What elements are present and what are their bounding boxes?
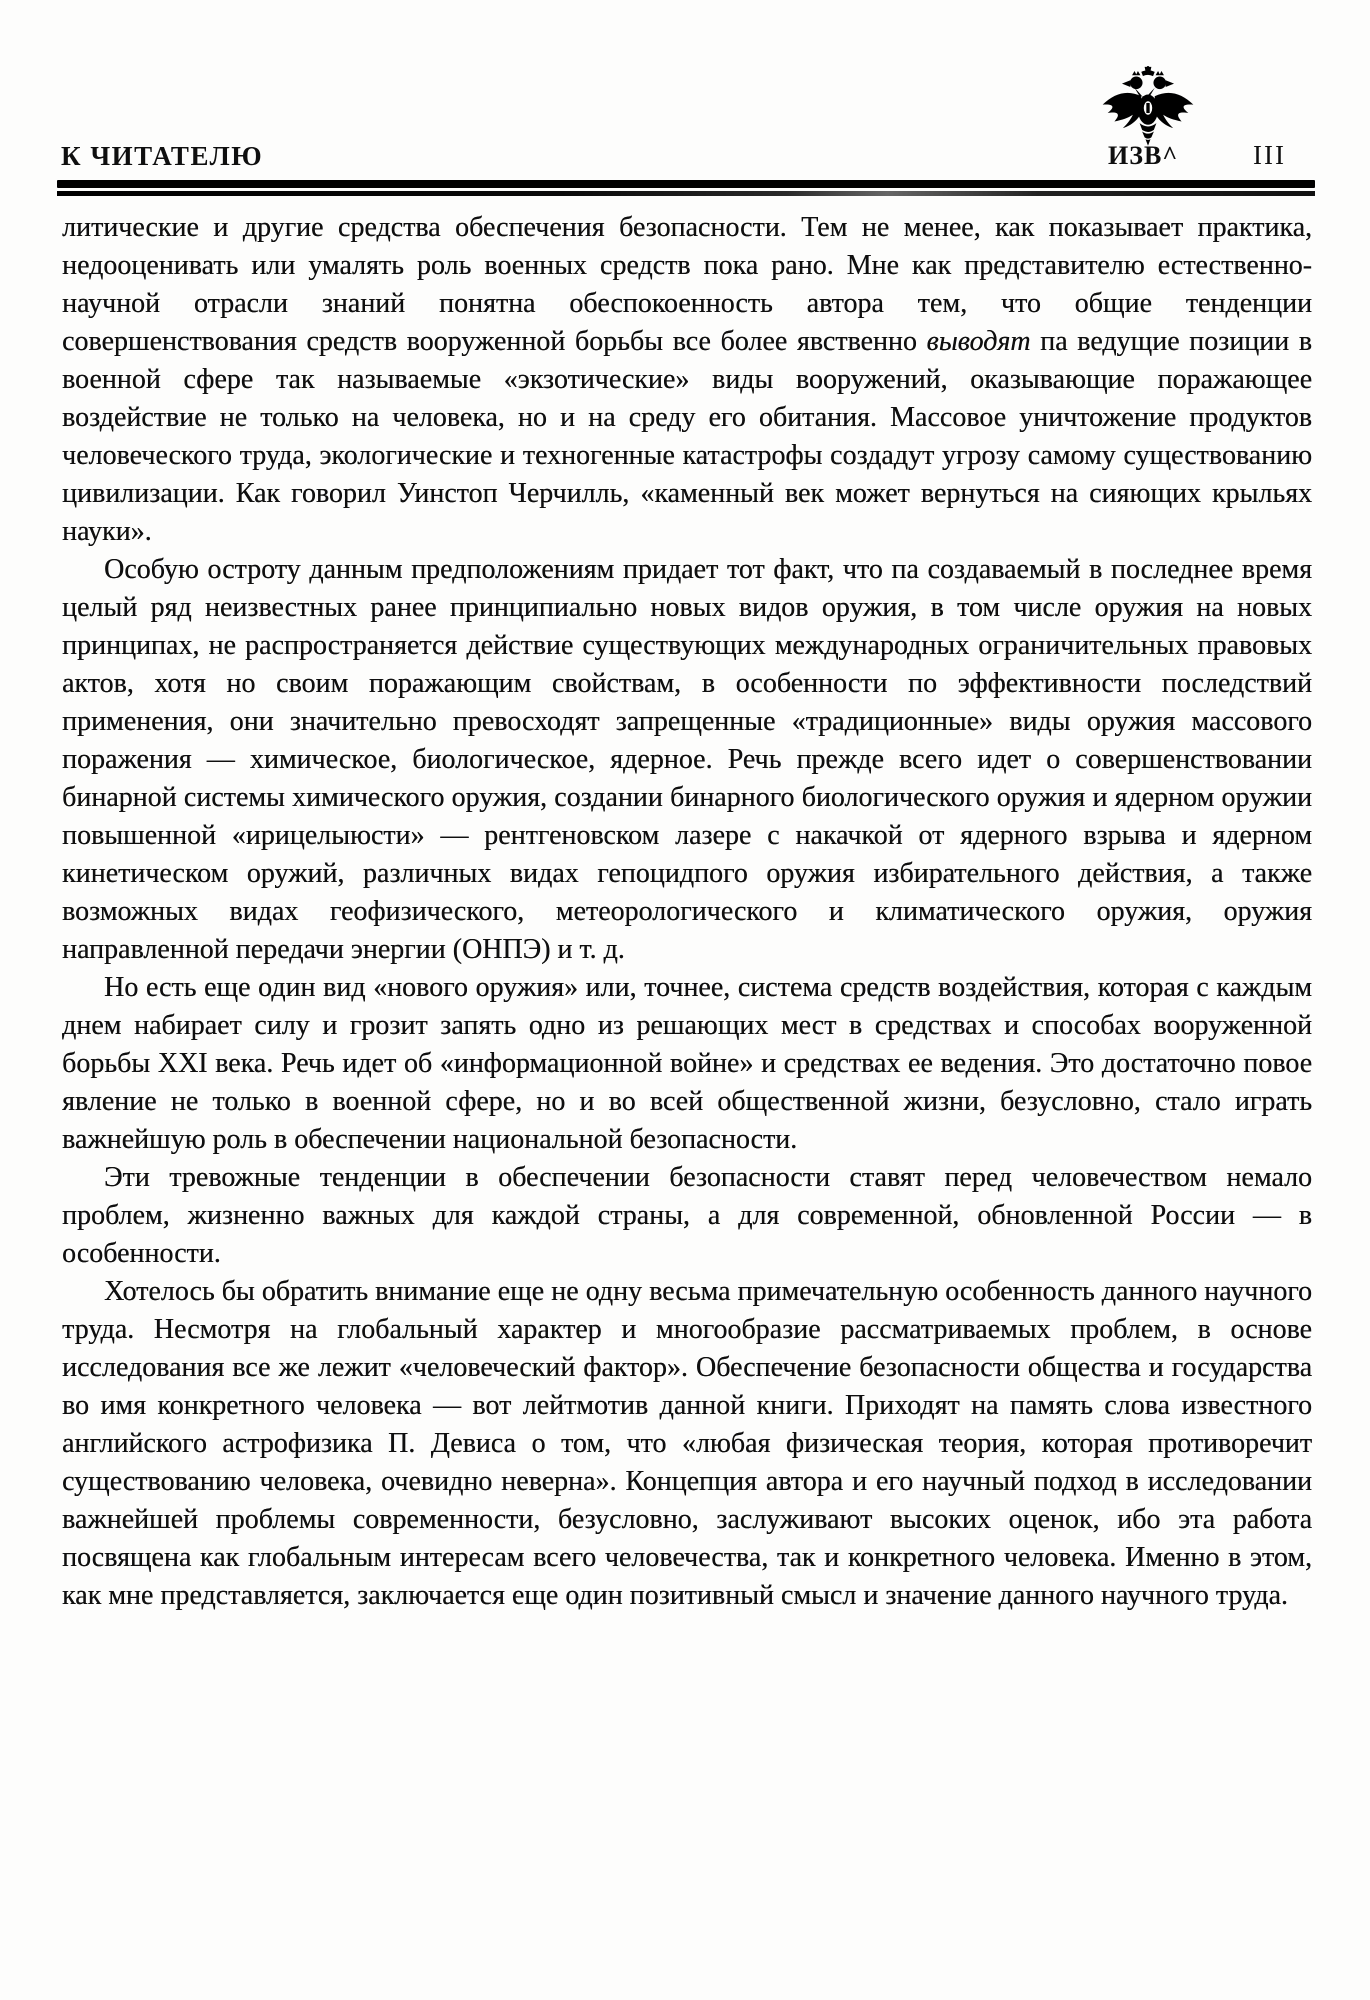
header-rule (57, 180, 1315, 196)
paragraph-1-text-post: па ведущие позиции в военной сфере так называемые «экзотические» виды вооружений, оказывающие поражающее воздействие не только на человека, но и на среду его обитания. Массовое уничтожение продуктов человеческого труда, экологические и техногенные катастрофы создадут угрозу самому существованию цивилизации. Как говорил Уинстоп Черчилль, «каменный век может вернуться на сияющих крыльях науки». (62, 326, 1312, 547)
page-body (62, 209, 1312, 1615)
paragraph-5: Хотелось бы обратить внимание еще не одну весьма примечательную особенность данного научного труда. Несмотря на глобальный характер и многообразие рассматриваемых проблем, в основе исследования все же лежит «человеческий фактор». Обеспечение безопасности общества и государства во имя конкретного человека — вот лейтмотив данной книги. Приходят на память слова известного английского астрофизика П. Девиса о том, что «любая физическая теория, которая противоречит существованию человека, очевидно неверна». Концепция автора и его научный подход в исследовании важнейшей проблемы современности, безусловно, заслуживают высоких оценок, ибо эта работа посвящена как глобальным интересам всего человечества, так и конкретного человека. Именно в этом, как мне представляется, заключается еще один позитивный смысл и значение данного научного труда. (62, 1276, 1312, 1611)
paragraph-2: Особую остроту данным предположениям придает тот факт, что па создаваемый в последнее время целый ряд неизвестных ранее принципиально новых видов оружия, в том числе оружия на новых принципах, не распространяется действие существующих международных ограничительных правовых актов, хотя но своим поражающим свойствам, в особенности по эффективности последствий применения, они значительно превосходят запрещенные «традиционные» виды оружия массового поражения — химическое, биологическое, ядерное. Речь прежде всего идет о совершенствовании бинарной системы химического оружия, создании бинарного биологического оружия и ядерном оружии повышенной «ирицелыюсти» — рентгеновском лазере с накачкой от ядерного взрыва и ядерном кинетическом оружий, различных видах гепоцидпого оружия избирательного действия, а также возможных видах геофизического, метеорологического и климатического оружия, оружия направленной передачи энергии (ОНПЭ) и т. д. (62, 554, 1312, 965)
double-headed-eagle-icon (1096, 66, 1200, 150)
paragraph-4: Эти тревожные тенденции в обеспечении безопасности ставят перед человечеством немало проблем, жизненно важных для каждой страны, а для современной, обновленной России — в особенности. (62, 1162, 1312, 1269)
paragraph-1-text-pre: литические и другие средства обеспечения безопасности. Тем не менее, как показывает практика, недооценивать или умалять роль военных средств пока рано. Мне как представителю естественно-научной отрасли знаний понятна обеспокоенность автора тем, что общие тенденции совершенствования средств вооруженной борьбы все более явственно (62, 212, 1312, 357)
imprint-text: ИЗВ^ (1108, 141, 1179, 170)
paragraph-3: Но есть еще один вид «нового оружия» или, точнее, система средств воздействия, которая с каждым днем набирает силу и грозит запять одно из решающих мест в средствах и способах вооруженной борьбы XXI века. Речь идет об «информационной войне» и средствах ее ведения. Это достаточно повое явление не только в военной сфере, но и во всей общественной жизни, безусловно, стало играть важнейшую роль в обеспечении национальной безопасности. (62, 972, 1312, 1155)
header-rule-thin-line (57, 191, 1315, 196)
paragraph-1 (62, 209, 1312, 551)
paragraph-1-italic-word: выводят (926, 326, 1031, 357)
page-number: III (1253, 140, 1286, 170)
header-rule-thick-line (57, 180, 1315, 188)
running-title: К ЧИТАТЕЛЮ (61, 141, 264, 171)
